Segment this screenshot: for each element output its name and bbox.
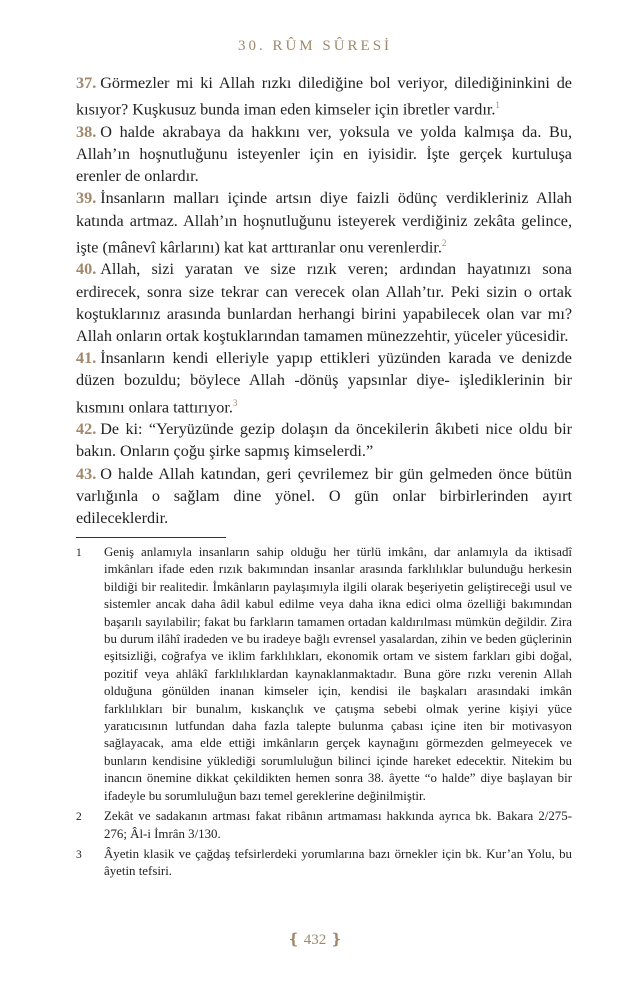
footnote-number: 2 (76, 811, 82, 824)
verse-37 (76, 72, 572, 121)
verse-number: 43. (76, 464, 97, 483)
verse-text: O halde akrabaya da hakkını ver, yoksula ve yolda kalmışa da. Bu, Allah’ın hoşnutluğunu isteyenler için en iyisidir. İşte gerçek kurtuluşa erenler de onlardır. (76, 122, 572, 186)
page-number-value: 432 (303, 932, 327, 948)
footnote-2 (76, 808, 572, 843)
verse-number: 37. (76, 74, 97, 92)
verse-text: De ki: “Yeryüzünde gezip dolaşın da öncekilerin âkıbeti nice oldu bir bakın. Onların çoğu şirke sapmış kimselerdi.” (76, 420, 572, 461)
footnote-3 (76, 846, 572, 881)
page-number (0, 930, 630, 949)
ornament-left-icon: ❴ (287, 932, 300, 948)
footnote-ref[interactable]: 1 (495, 100, 500, 111)
verse-39 (76, 187, 572, 258)
verse-40 (76, 258, 572, 347)
footnote-divider (76, 537, 226, 538)
verse-42 (76, 418, 572, 462)
footnote-text: Zekât ve sadakanın artması fakat ribânın artmaması hakkında ayrıca bk. Bakara 2/275-276; Âl-i İmrân 3/130. (104, 809, 572, 841)
verse-text: Allah, sizi yaratan ve size rızık veren; ardından hayatınızı sona erdirecek, sonra size tekrar can verecek olan Allah’tır. Peki sizin o ortak koştuklarınız arasında bunlardan herhangi birini yapabilecek olan var mı? Allah onların ortak koştuklarından tamamen münezzehtir, yüceler yücesidir. (76, 260, 572, 346)
footnote-ref[interactable]: 2 (441, 237, 447, 248)
verse-number: 38. (76, 122, 97, 141)
footnotes (76, 544, 572, 884)
verse-text: İnsanların malları içinde artsın diye faizli ödünç verdikleriniz Allah katında artmaz. Allah’ın hoşnutluğunu isteyerek verdiğiniz zekâta gelince, işte (mânevî kârlarını) kat kat arttıranlar onu verenlerdir. (76, 189, 572, 257)
verse-text: Görmezler mi ki Allah rızkı dilediğine bol veriyor, dilediğininkini de kısıyor? Kuşkusuz bunda iman eden kimseler için ibretler vardır. (76, 74, 572, 119)
verse-41 (76, 347, 572, 418)
footnote-number: 3 (76, 848, 82, 861)
verse-number: 42. (76, 420, 97, 439)
footnote-1 (76, 544, 572, 805)
verse-43 (76, 463, 572, 530)
verse-number: 39. (76, 189, 97, 208)
verse-number: 40. (76, 260, 97, 279)
footnote-text: Geniş anlamıyla insanların sahip olduğu her türlü imkânı, dar anlamıyla da iktisadî imkânları ifade eden rızık bakımından insanlar arasında farklılıklar bulunduğu herkesin bildiği bir realitedir. İmkânların paylaşımıyla ilgili olarak beşeriyetin geliştireceği usul ve sistemler ancak daha âdil kabul edilme veya daha ikna edici olma özelliği bakımından başarılı sayılabilir; fakat bu farkların tamamen ortadan kaldırılması mümkün değildir. Zira bu durum ilâhî iradeden ve bu iradeye bağlı evrensel yasalardan, zihin ve beden güçlerinin eşitsizliği, coğrafya ve iklim farklılıkları, ekonomik ortam ve sistem farkları gibi doğal, pozitif veya ahlâkî farklılıklardan kaynaklanmaktadır. Buna göre rızkı verenin Allah olduğuna gönülden inanan kimseler için, kendisi ile başkaları arasındaki imkân farklılıkları bir bunalım, kıskançlık ve çatışma sebebi olmak yerine kişiyi yüce yaratıcısının lutfundan daha fazla talepte bulunma çabası içine iten bir motivasyon sağlayacak, ama elde ettiği imkânların gerçek kaynağını görmezden gelmeyecek ve bunların kendisine yüklediği sorumluluğun bilinci içinde hareket edecektir. Nitekim bu inancın önemine dikkat çekildikten hemen sonra 38. âyette “o halde” diye başlayan bir ifadeyle bu sorumluluğun bazı temel gereklerine değinilmiştir. (104, 545, 572, 803)
running-header: 30. RÛM SÛRESİ (237, 38, 393, 54)
verse-text: İnsanların kendi elleriyle yapıp ettikleri yüzünden karada ve denizde düzen bozuldu; böylece Allah -dönüş yapsınlar diye- işlediklerinin bir kısmını onlara tattırıyor. (76, 349, 572, 417)
verse-38 (76, 121, 572, 188)
verse-number: 41. (76, 349, 97, 368)
footnote-number: 1 (76, 547, 82, 559)
footnote-ref[interactable]: 3 (232, 397, 238, 408)
ornament-right-icon: ❵ (330, 932, 343, 948)
verse-block (76, 72, 572, 529)
verse-text: O halde Allah katından, geri çevrilemez bir gün gelmeden önce bütün varlığınla o sağlam dine yönel. O gün onlar birbirlerinden ayırt edileceklerdir. (76, 464, 572, 528)
footnote-text: Âyetin klasik ve çağdaş tefsirlerdeki yorumlarına bazı örnekler için bk. Kur’an Yolu, bu âyetin tefsiri. (104, 846, 572, 879)
